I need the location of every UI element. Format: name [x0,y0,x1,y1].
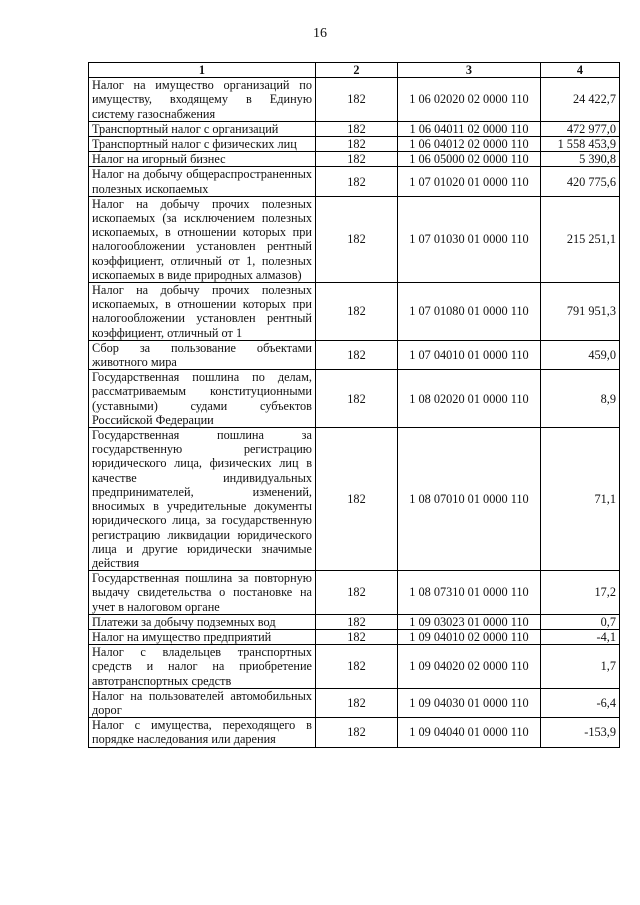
admin-code-cell: 182 [316,137,398,152]
admin-code-cell: 182 [316,152,398,167]
amount-cell: 5 390,8 [541,152,620,167]
budget-code-cell: 1 07 01020 01 0000 110 [398,167,541,196]
amount-cell: 459,0 [541,340,620,369]
income-name-cell: Сбор за пользование объектами животного мира [89,340,316,369]
table-row [89,167,620,196]
amount-cell: 8,9 [541,370,620,428]
table-row [89,571,620,615]
table-header-row [89,63,620,78]
amount-cell: 215 251,1 [541,196,620,282]
column-header-1: 1 [89,63,316,78]
admin-code-cell: 182 [316,340,398,369]
budget-code-cell: 1 08 07010 01 0000 110 [398,428,541,571]
income-name-cell: Налог на добычу прочих полезных ископаемых (за исключением полезных ископаемых, в отношении которых при налогообложении установлен рентный коэффициент, отличный от 1, полезных ископаемых в виде природных алмазов) [89,196,316,282]
table-row [89,370,620,428]
table-row [89,152,620,167]
table-row [89,645,620,689]
table-body [89,78,620,747]
budget-code-cell: 1 09 04010 02 0000 110 [398,629,541,644]
amount-cell: 420 775,6 [541,167,620,196]
admin-code-cell: 182 [316,645,398,689]
budget-code-cell: 1 08 07310 01 0000 110 [398,571,541,615]
amount-cell: -6,4 [541,688,620,717]
admin-code-cell: 182 [316,370,398,428]
budget-code-cell: 1 07 01080 01 0000 110 [398,283,541,341]
admin-code-cell: 182 [316,571,398,615]
income-name-cell: Государственная пошлина за повторную выдачу свидетельства о постановке на учет в налоговом органе [89,571,316,615]
column-header-4: 4 [541,63,620,78]
income-name-cell: Государственная пошлина за государственную регистрацию юридического лица, физических лиц в качестве индивидуальных предпринимателей, изменений, вносимых в учредительные документы юридического лица, за государственную регистрацию ликвидации юридического лица и другие юридически значимые действия [89,428,316,571]
admin-code-cell: 182 [316,718,398,747]
admin-code-cell: 182 [316,629,398,644]
admin-code-cell: 182 [316,167,398,196]
amount-cell: 0,7 [541,614,620,629]
budget-code-cell: 1 09 04040 01 0000 110 [398,718,541,747]
table-row [89,718,620,747]
admin-code-cell: 182 [316,78,398,122]
amount-cell: 17,2 [541,571,620,615]
table-row [89,196,620,282]
revenue-table [88,62,620,748]
budget-code-cell: 1 06 02020 02 0000 110 [398,78,541,122]
table-row [89,283,620,341]
table-row [89,629,620,644]
income-name-cell: Транспортный налог с физических лиц [89,137,316,152]
column-header-3: 3 [398,63,541,78]
budget-code-cell: 1 06 04011 02 0000 110 [398,121,541,136]
budget-code-cell: 1 09 04020 02 0000 110 [398,645,541,689]
table-row [89,121,620,136]
income-name-cell: Налог на имущество предприятий [89,629,316,644]
budget-code-cell: 1 09 04030 01 0000 110 [398,688,541,717]
table-row [89,428,620,571]
budget-code-cell: 1 09 03023 01 0000 110 [398,614,541,629]
table-row [89,137,620,152]
table-row [89,688,620,717]
admin-code-cell: 182 [316,283,398,341]
amount-cell: -153,9 [541,718,620,747]
admin-code-cell: 182 [316,614,398,629]
budget-code-cell: 1 08 02020 01 0000 110 [398,370,541,428]
budget-code-cell: 1 07 04010 01 0000 110 [398,340,541,369]
budget-code-cell: 1 07 01030 01 0000 110 [398,196,541,282]
admin-code-cell: 182 [316,121,398,136]
admin-code-cell: 182 [316,428,398,571]
income-name-cell: Налог на добычу прочих полезных ископаемых, в отношении которых при налогообложении установлен рентный коэффициент, отличный от 1 [89,283,316,341]
income-name-cell: Налог с имущества, переходящего в порядке наследования или дарения [89,718,316,747]
amount-cell: 1 558 453,9 [541,137,620,152]
amount-cell: 472 977,0 [541,121,620,136]
income-name-cell: Налог на пользователей автомобильных дорог [89,688,316,717]
table-row [89,614,620,629]
table-row [89,78,620,122]
amount-cell: 791 951,3 [541,283,620,341]
amount-cell: 71,1 [541,428,620,571]
page-number: 16 [313,26,327,41]
income-name-cell: Налог на добычу общераспространенных полезных ископаемых [89,167,316,196]
admin-code-cell: 182 [316,196,398,282]
table-row [89,340,620,369]
column-header-2: 2 [316,63,398,78]
amount-cell: 1,7 [541,645,620,689]
income-name-cell: Налог с владельцев транспортных средств и налог на приобретение автотранспортных средств [89,645,316,689]
income-name-cell: Государственная пошлина по делам, рассматриваемым конституционными (уставными) судами субъектов Российской Федерации [89,370,316,428]
income-name-cell: Налог на имущество организаций по имуществу, входящему в Единую систему газоснабжения [89,78,316,122]
budget-code-cell: 1 06 04012 02 0000 110 [398,137,541,152]
admin-code-cell: 182 [316,688,398,717]
income-name-cell: Транспортный налог с организаций [89,121,316,136]
income-name-cell: Налог на игорный бизнес [89,152,316,167]
income-name-cell: Платежи за добычу подземных вод [89,614,316,629]
amount-cell: -4,1 [541,629,620,644]
budget-code-cell: 1 06 05000 02 0000 110 [398,152,541,167]
amount-cell: 24 422,7 [541,78,620,122]
